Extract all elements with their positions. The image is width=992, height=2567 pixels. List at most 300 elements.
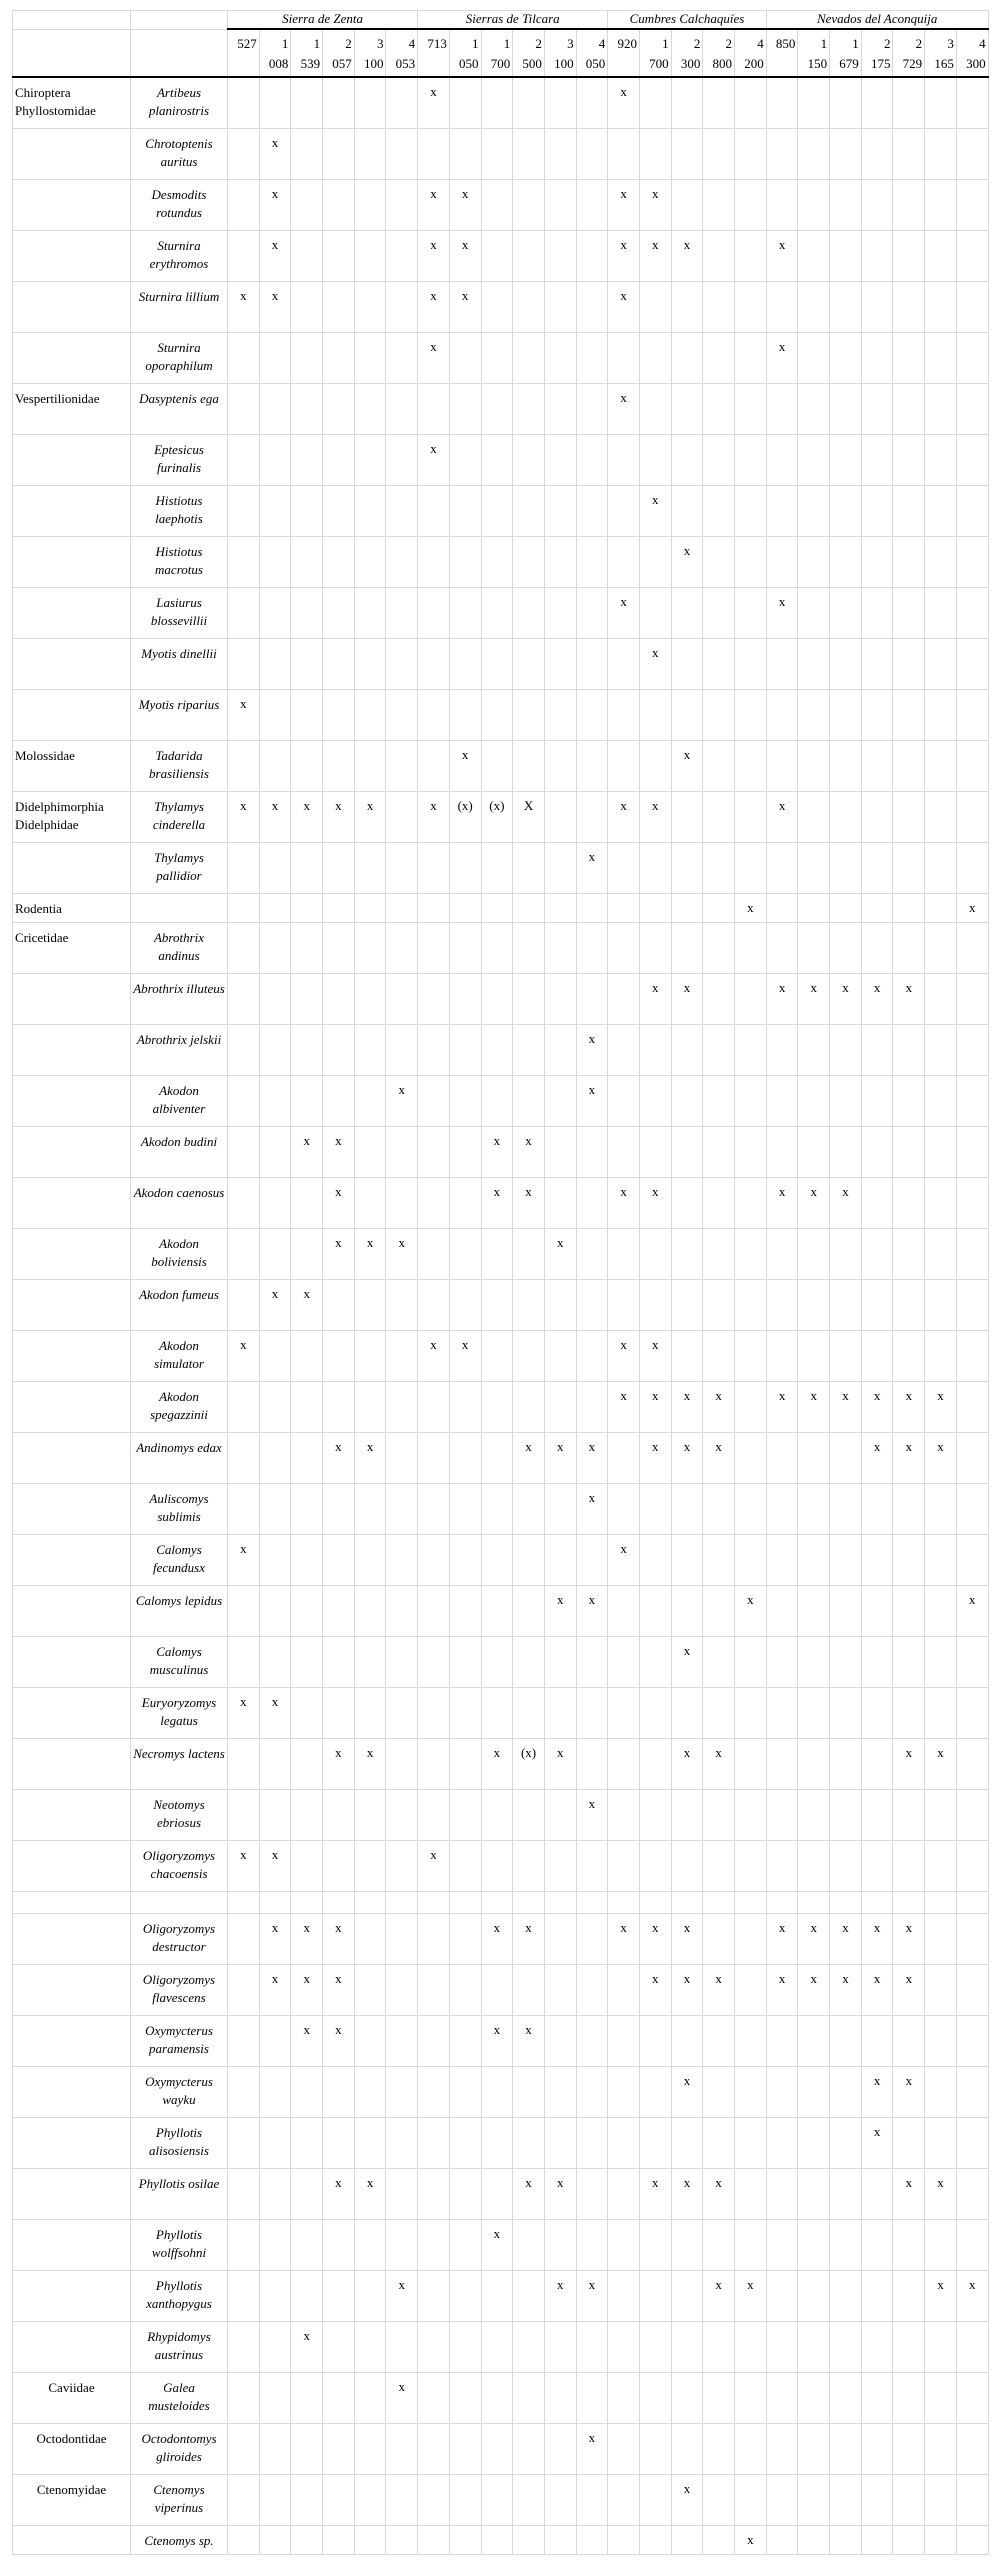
presence-cell — [925, 1687, 957, 1738]
species-cell: Tadarida brasiliensis — [131, 740, 228, 791]
species-cell: Phyllotis wolffsohni — [131, 2219, 228, 2270]
presence-cell — [735, 2219, 767, 2270]
presence-cell — [735, 1228, 767, 1279]
presence-cell — [576, 1913, 608, 1964]
presence-cell — [956, 1279, 988, 1330]
presence-cell: x — [671, 2066, 703, 2117]
presence-cell — [861, 1126, 893, 1177]
presence-cell — [639, 1687, 671, 1738]
presence-cell — [386, 791, 418, 842]
presence-cell — [735, 1177, 767, 1228]
presence-cell — [544, 77, 576, 128]
presence-cell — [703, 791, 735, 842]
presence-cell — [291, 2423, 323, 2474]
presence-cell — [259, 842, 291, 893]
presence-cell — [671, 1891, 703, 1913]
presence-cell — [703, 485, 735, 536]
presence-cell — [861, 2168, 893, 2219]
presence-cell — [481, 1024, 513, 1075]
presence-cell — [956, 2321, 988, 2372]
elevation-header: 1 008 — [259, 29, 291, 77]
presence-cell — [513, 77, 545, 128]
presence-cell — [513, 2117, 545, 2168]
presence-cell — [291, 332, 323, 383]
presence-cell — [830, 536, 862, 587]
presence-cell — [259, 1330, 291, 1381]
presence-cell — [925, 893, 957, 922]
presence-cell — [798, 1126, 830, 1177]
presence-cell — [228, 128, 260, 179]
presence-cell: x — [956, 2270, 988, 2321]
presence-cell — [449, 1228, 481, 1279]
presence-cell — [798, 230, 830, 281]
presence-cell: x — [798, 1381, 830, 1432]
presence-cell — [354, 2219, 386, 2270]
family-cell — [13, 179, 131, 230]
presence-cell — [323, 128, 355, 179]
presence-cell: x — [766, 973, 798, 1024]
presence-cell — [861, 434, 893, 485]
presence-cell — [766, 1585, 798, 1636]
presence-cell — [735, 740, 767, 791]
presence-cell: x — [259, 1687, 291, 1738]
presence-cell — [544, 2015, 576, 2066]
presence-cell — [576, 1636, 608, 1687]
presence-cell — [481, 1075, 513, 1126]
presence-cell — [323, 179, 355, 230]
presence-cell — [703, 179, 735, 230]
presence-cell — [418, 2168, 450, 2219]
presence-cell — [956, 383, 988, 434]
presence-cell — [639, 1279, 671, 1330]
presence-cell — [291, 2474, 323, 2525]
presence-cell — [544, 1126, 576, 1177]
presence-cell — [956, 2015, 988, 2066]
presence-cell — [291, 1738, 323, 1789]
presence-cell — [671, 1126, 703, 1177]
presence-cell — [798, 1279, 830, 1330]
table-row — [13, 1840, 989, 1891]
presence-cell — [544, 2321, 576, 2372]
presence-cell — [354, 2066, 386, 2117]
table-row — [13, 1789, 989, 1840]
presence-cell — [386, 2525, 418, 2554]
species-cell: Sturnira oporaphilum — [131, 332, 228, 383]
presence-cell — [513, 281, 545, 332]
species-cell: Desmodits rotundus — [131, 179, 228, 230]
presence-cell: x — [481, 1913, 513, 1964]
family-cell: Vespertilionidae — [13, 383, 131, 434]
presence-cell — [703, 587, 735, 638]
presence-cell — [228, 1075, 260, 1126]
presence-cell — [703, 1330, 735, 1381]
presence-cell — [354, 1891, 386, 1913]
presence-cell — [861, 1483, 893, 1534]
presence-cell — [576, 332, 608, 383]
presence-cell — [228, 973, 260, 1024]
presence-cell — [703, 1126, 735, 1177]
species-cell: Auliscomys sublimis — [131, 1483, 228, 1534]
presence-cell: x — [798, 1964, 830, 2015]
presence-cell — [323, 1585, 355, 1636]
presence-cell — [481, 740, 513, 791]
presence-cell — [386, 1279, 418, 1330]
presence-cell — [259, 1381, 291, 1432]
presence-cell — [228, 2168, 260, 2219]
presence-cell — [798, 383, 830, 434]
presence-cell — [418, 485, 450, 536]
presence-cell: x — [291, 1279, 323, 1330]
presence-cell — [735, 587, 767, 638]
presence-cell — [671, 383, 703, 434]
elevation-header: 4 200 — [735, 29, 767, 77]
presence-cell — [386, 2321, 418, 2372]
presence-cell — [735, 1789, 767, 1840]
family-cell — [13, 1279, 131, 1330]
presence-cell: x — [354, 791, 386, 842]
presence-cell — [354, 2015, 386, 2066]
presence-cell — [830, 2474, 862, 2525]
presence-cell — [576, 1228, 608, 1279]
presence-cell — [259, 536, 291, 587]
presence-cell — [639, 77, 671, 128]
presence-cell — [323, 1687, 355, 1738]
presence-cell — [481, 1483, 513, 1534]
presence-cell — [513, 1279, 545, 1330]
presence-cell — [703, 689, 735, 740]
species-cell: Akodon budini — [131, 1126, 228, 1177]
presence-cell: x — [323, 1177, 355, 1228]
presence-cell — [893, 922, 925, 973]
presence-cell: x — [291, 1126, 323, 1177]
presence-cell — [544, 638, 576, 689]
presence-cell — [513, 1636, 545, 1687]
presence-cell — [386, 281, 418, 332]
presence-cell — [893, 689, 925, 740]
presence-cell — [735, 1840, 767, 1891]
presence-cell — [449, 922, 481, 973]
presence-cell — [639, 383, 671, 434]
presence-cell — [608, 2117, 640, 2168]
presence-cell — [956, 1687, 988, 1738]
presence-cell — [386, 1585, 418, 1636]
presence-cell: x — [766, 587, 798, 638]
presence-cell: x — [639, 230, 671, 281]
presence-cell: x — [481, 1738, 513, 1789]
presence-cell — [323, 2066, 355, 2117]
presence-cell — [576, 791, 608, 842]
presence-cell — [418, 1279, 450, 1330]
presence-cell — [449, 383, 481, 434]
presence-cell — [798, 485, 830, 536]
presence-cell: x — [576, 1789, 608, 1840]
presence-cell — [798, 2015, 830, 2066]
presence-cell — [544, 434, 576, 485]
presence-cell: x — [291, 1913, 323, 1964]
presence-cell — [228, 587, 260, 638]
presence-cell — [386, 1891, 418, 1913]
presence-cell — [893, 1585, 925, 1636]
presence-cell — [291, 434, 323, 485]
presence-cell — [766, 2168, 798, 2219]
presence-cell — [449, 2321, 481, 2372]
presence-cell: x — [513, 2168, 545, 2219]
presence-cell — [766, 1330, 798, 1381]
presence-cell: x — [925, 1432, 957, 1483]
presence-cell: x — [639, 2168, 671, 2219]
presence-cell — [449, 1636, 481, 1687]
family-cell: Octodontidae — [13, 2423, 131, 2474]
presence-cell: x — [481, 1177, 513, 1228]
species-cell: Akodon simulator — [131, 1330, 228, 1381]
presence-cell: x — [259, 1840, 291, 1891]
presence-cell — [639, 1228, 671, 1279]
presence-cell — [830, 740, 862, 791]
presence-cell — [228, 1789, 260, 1840]
presence-cell — [861, 1279, 893, 1330]
presence-cell — [703, 2117, 735, 2168]
presence-cell — [576, 587, 608, 638]
presence-cell — [481, 1330, 513, 1381]
presence-cell — [449, 1075, 481, 1126]
presence-cell — [354, 1687, 386, 1738]
presence-cell — [228, 1891, 260, 1913]
presence-cell — [386, 1789, 418, 1840]
presence-cell — [386, 128, 418, 179]
presence-cell: x — [228, 1840, 260, 1891]
presence-cell — [608, 2168, 640, 2219]
presence-cell: x — [671, 740, 703, 791]
species-cell: Euryoryzomys legatus — [131, 1687, 228, 1738]
presence-cell — [449, 638, 481, 689]
presence-cell — [703, 842, 735, 893]
presence-cell — [956, 1228, 988, 1279]
presence-cell: x — [861, 2117, 893, 2168]
presence-cell — [291, 2270, 323, 2321]
presence-cell — [513, 1075, 545, 1126]
presence-cell — [925, 1534, 957, 1585]
table-row — [13, 536, 989, 587]
species-cell: Akodon albiventer — [131, 1075, 228, 1126]
presence-cell — [576, 128, 608, 179]
presence-cell — [291, 383, 323, 434]
presence-cell — [861, 2423, 893, 2474]
table-row — [13, 791, 989, 842]
presence-cell — [830, 2270, 862, 2321]
presence-cell — [830, 2117, 862, 2168]
table-row — [13, 2321, 989, 2372]
presence-cell — [354, 1330, 386, 1381]
presence-cell — [925, 638, 957, 689]
presence-cell — [513, 922, 545, 973]
presence-cell: x — [386, 2270, 418, 2321]
table-row — [13, 1964, 989, 2015]
elevation-header: 2 175 — [861, 29, 893, 77]
presence-cell — [513, 842, 545, 893]
presence-cell — [703, 536, 735, 587]
presence-cell — [639, 2219, 671, 2270]
presence-cell — [766, 2117, 798, 2168]
table-row — [13, 2474, 989, 2525]
presence-cell — [639, 2066, 671, 2117]
presence-cell — [449, 1891, 481, 1913]
presence-cell — [449, 1913, 481, 1964]
presence-cell — [861, 485, 893, 536]
presence-cell — [671, 1279, 703, 1330]
presence-cell — [228, 485, 260, 536]
presence-cell — [481, 2270, 513, 2321]
presence-cell — [703, 1687, 735, 1738]
presence-cell — [449, 1126, 481, 1177]
presence-cell: x — [703, 1381, 735, 1432]
presence-cell — [830, 281, 862, 332]
species-cell: Sturnira lillium — [131, 281, 228, 332]
presence-cell — [671, 2117, 703, 2168]
presence-cell — [544, 536, 576, 587]
presence-cell — [576, 2525, 608, 2554]
presence-cell — [323, 281, 355, 332]
presence-cell — [323, 2372, 355, 2423]
presence-cell — [576, 2321, 608, 2372]
region-header: Sierra de Zenta — [228, 11, 418, 30]
presence-cell — [766, 1432, 798, 1483]
family-cell — [13, 332, 131, 383]
presence-cell — [925, 2423, 957, 2474]
presence-cell — [544, 2219, 576, 2270]
presence-cell — [544, 1330, 576, 1381]
presence-cell — [766, 1789, 798, 1840]
family-cell: Rodentia — [13, 893, 131, 922]
presence-cell — [418, 893, 450, 922]
presence-cell — [418, 2270, 450, 2321]
presence-cell — [766, 1840, 798, 1891]
presence-cell — [608, 128, 640, 179]
presence-cell — [354, 2321, 386, 2372]
presence-cell — [418, 2474, 450, 2525]
presence-cell — [228, 77, 260, 128]
presence-cell — [735, 1432, 767, 1483]
presence-cell — [703, 740, 735, 791]
presence-cell — [291, 922, 323, 973]
presence-cell — [956, 740, 988, 791]
presence-cell — [544, 587, 576, 638]
presence-cell — [386, 485, 418, 536]
presence-cell — [861, 2219, 893, 2270]
presence-cell — [481, 1964, 513, 2015]
presence-cell — [291, 842, 323, 893]
presence-cell — [639, 2270, 671, 2321]
presence-cell — [956, 638, 988, 689]
species-cell: Eptesicus furinalis — [131, 434, 228, 485]
presence-cell — [513, 2525, 545, 2554]
presence-cell — [703, 1483, 735, 1534]
presence-cell: x — [766, 230, 798, 281]
presence-cell — [576, 1534, 608, 1585]
presence-cell — [323, 2474, 355, 2525]
presence-cell: x — [671, 1913, 703, 1964]
presence-cell — [576, 485, 608, 536]
presence-cell — [861, 1891, 893, 1913]
presence-cell — [925, 485, 957, 536]
presence-cell — [703, 1024, 735, 1075]
presence-cell — [766, 1228, 798, 1279]
table-row — [13, 179, 989, 230]
presence-cell — [291, 689, 323, 740]
family-cell — [13, 1483, 131, 1534]
species-cell: Oligoryzomys chacoensis — [131, 1840, 228, 1891]
presence-cell — [481, 1534, 513, 1585]
presence-cell — [861, 128, 893, 179]
presence-cell — [418, 1024, 450, 1075]
presence-cell — [418, 1126, 450, 1177]
presence-cell — [766, 485, 798, 536]
presence-cell — [925, 1585, 957, 1636]
presence-cell — [544, 485, 576, 536]
presence-cell — [228, 1177, 260, 1228]
presence-cell — [861, 281, 893, 332]
presence-cell — [291, 230, 323, 281]
table-row — [13, 1330, 989, 1381]
presence-cell — [228, 383, 260, 434]
presence-cell — [798, 128, 830, 179]
presence-cell — [481, 383, 513, 434]
presence-cell — [513, 1891, 545, 1913]
elevation-header: 3 100 — [544, 29, 576, 77]
presence-cell — [576, 1279, 608, 1330]
family-cell — [13, 638, 131, 689]
presence-cell — [798, 2168, 830, 2219]
presence-cell — [481, 230, 513, 281]
presence-cell — [418, 638, 450, 689]
presence-cell — [861, 1687, 893, 1738]
presence-cell — [354, 383, 386, 434]
presence-cell — [735, 791, 767, 842]
presence-cell — [830, 1891, 862, 1913]
presence-cell — [228, 2423, 260, 2474]
presence-cell — [481, 893, 513, 922]
presence-cell — [925, 842, 957, 893]
presence-cell — [544, 1483, 576, 1534]
presence-cell — [228, 740, 260, 791]
presence-cell — [608, 2015, 640, 2066]
presence-cell — [449, 434, 481, 485]
presence-cell — [386, 1913, 418, 1964]
presence-cell — [766, 281, 798, 332]
presence-cell — [671, 77, 703, 128]
presence-cell — [513, 893, 545, 922]
presence-cell: x — [354, 1432, 386, 1483]
presence-cell — [703, 1534, 735, 1585]
presence-cell — [608, 973, 640, 1024]
family-cell — [13, 1687, 131, 1738]
presence-cell — [576, 2168, 608, 2219]
presence-cell: x — [671, 1964, 703, 2015]
presence-cell: x — [608, 1913, 640, 1964]
presence-cell — [639, 281, 671, 332]
presence-cell — [228, 2270, 260, 2321]
presence-cell — [608, 485, 640, 536]
presence-cell — [418, 1964, 450, 2015]
presence-cell — [798, 1687, 830, 1738]
presence-cell — [639, 689, 671, 740]
presence-cell — [735, 2015, 767, 2066]
presence-cell — [608, 689, 640, 740]
presence-cell — [639, 1840, 671, 1891]
presence-cell: x — [671, 1381, 703, 1432]
family-cell: Molossidae — [13, 740, 131, 791]
presence-cell — [639, 922, 671, 973]
presence-cell: x — [481, 1126, 513, 1177]
